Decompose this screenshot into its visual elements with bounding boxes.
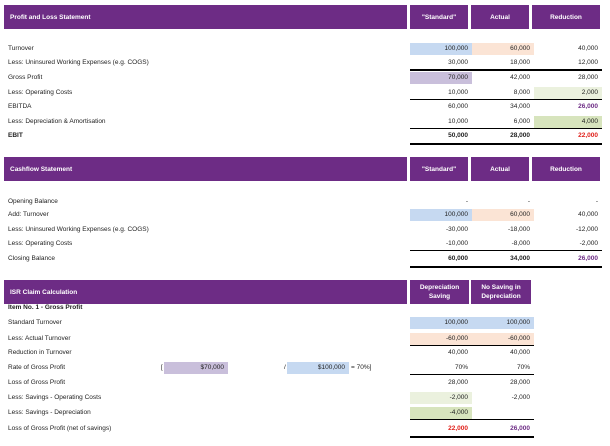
isr-title: ISR Claim Calculation: [10, 288, 78, 296]
pl-col-actual: Actual: [471, 5, 529, 29]
pl-title: Profit and Loss Statement: [10, 13, 91, 21]
isr-col-no-saving: No Saving in Depreciation: [471, 280, 531, 304]
isr-cell: -2,000: [511, 394, 530, 401]
isr-row-label: Standard Turnover: [8, 319, 62, 326]
pl-col-standard: "Standard": [410, 5, 468, 29]
pl-row-label: EBITDA: [8, 103, 32, 110]
subtotal-rule: [410, 419, 534, 420]
cf-cell: 60,000: [448, 255, 468, 262]
isr-row-label: Loss of Gross Profit (net of savings): [8, 425, 112, 432]
cf-row-label: Less: Uninsured Working Expenses (e.g. COGS): [8, 226, 149, 233]
isr-cell: -60,000: [472, 333, 534, 345]
cf-col-actual: Actual: [471, 157, 529, 181]
pl-cell: 40,000: [578, 45, 598, 52]
pl-cell: 12,000: [578, 59, 598, 66]
cf-cell: -12,000: [575, 226, 598, 233]
isr-row-label: Less: Savings - Depreciation: [8, 409, 91, 416]
cf-row-label: Closing Balance: [8, 255, 55, 262]
total-rule: [410, 266, 602, 268]
pl-cell: 60,000: [472, 43, 534, 55]
formula-result: = 70%]: [351, 364, 372, 371]
cf-cell: -10,000: [445, 240, 468, 247]
subtotal-rule: [410, 374, 534, 375]
pl-row-label: Less: Uninsured Working Expenses (e.g. COGS): [8, 59, 149, 66]
isr-cell: 70%: [454, 364, 468, 371]
cf-cell: -: [527, 198, 530, 205]
cf-row-label: Opening Balance: [8, 198, 58, 205]
cf-col-reduction: Reduction: [532, 157, 600, 181]
pl-cell: 6,000: [513, 118, 530, 125]
pl-cell: 42,000: [510, 74, 530, 81]
subtotal-rule: [410, 250, 602, 251]
pl-cell: 50,000: [448, 132, 468, 139]
total-rule: [410, 436, 534, 438]
pl-cell: 70,000: [410, 72, 472, 84]
formula-denominator: $100,000: [287, 362, 349, 374]
pl-cell: 18,000: [510, 59, 530, 66]
cf-title: Cashflow Statement: [10, 165, 73, 173]
formula-slash: /: [284, 364, 286, 371]
cf-cell: -2,000: [579, 240, 598, 247]
pl-cell: 2,000: [534, 87, 602, 99]
cf-cell: 60,000: [472, 209, 534, 221]
subtotal-rule: [410, 128, 602, 129]
cf-cell: 40,000: [578, 211, 598, 218]
cf-cell: 100,000: [410, 209, 472, 221]
isr-col-depreciation-saving: Depreciation Saving: [410, 280, 469, 304]
pl-cell: 10,000: [448, 118, 468, 125]
isr-row-label: Loss of Gross Profit: [8, 379, 66, 386]
pl-row-label: Less: Operating Costs: [8, 89, 73, 96]
isr-cell: 40,000: [448, 349, 468, 356]
isr-cell: -4,000: [410, 407, 472, 419]
isr-section-header: [4, 280, 407, 304]
cf-cell: -: [595, 198, 598, 205]
isr-cell: -2,000: [410, 392, 472, 404]
isr-cell: 100,000: [410, 317, 472, 329]
pl-row-label: EBIT: [8, 132, 23, 139]
isr-cell: -60,000: [410, 333, 472, 345]
pl-cell: 30,000: [448, 59, 468, 66]
subtotal-rule: [410, 345, 534, 346]
pl-section-header: [4, 5, 407, 29]
isr-cell: 26,000: [510, 425, 530, 432]
total-rule: [410, 69, 602, 71]
isr-cell: 70%: [516, 364, 530, 371]
pl-cell: 22,000: [578, 132, 598, 139]
isr-cell: 28,000: [448, 379, 468, 386]
cf-cell: -30,000: [445, 226, 468, 233]
total-rule: [410, 143, 602, 145]
isr-cell: 100,000: [472, 317, 534, 329]
isr-item-label: Item No. 1 - Gross Profit: [8, 304, 83, 311]
pl-row-label: Gross Profit: [8, 74, 43, 81]
isr-cell: 40,000: [510, 349, 530, 356]
cf-cell: -: [465, 198, 468, 205]
pl-cell: 28,000: [510, 132, 530, 139]
isr-row-label: Less: Actual Turnover: [8, 335, 71, 342]
cf-col-standard: "Standard": [410, 157, 468, 181]
subtotal-rule: [410, 99, 602, 100]
isr-row-label: Rate of Gross Profit: [8, 364, 66, 371]
isr-cell: [472, 407, 534, 419]
pl-cell: 10,000: [448, 89, 468, 96]
isr-cell: 28,000: [510, 379, 530, 386]
pl-col-reduction: Reduction: [532, 5, 600, 29]
cf-row-label: Less: Operating Costs: [8, 240, 73, 247]
cf-cell: -18,000: [507, 226, 530, 233]
pl-cell: 8,000: [513, 89, 530, 96]
pl-cell: 28,000: [578, 74, 598, 81]
formula-numerator: $70,000: [164, 362, 228, 374]
isr-row-label: Reduction in Turnover: [8, 349, 72, 356]
cf-cell: 34,000: [510, 255, 530, 262]
isr-row-label: Less: Savings - Operating Costs: [8, 394, 102, 401]
pl-row-label: Less: Depreciation & Amortisation: [8, 118, 106, 125]
cf-section-header: [4, 157, 407, 181]
pl-row-label: Turnover: [8, 45, 34, 52]
pl-cell: 100,000: [410, 43, 472, 55]
cf-cell: -8,000: [511, 240, 530, 247]
isr-cell: 22,000: [448, 425, 468, 432]
pl-cell: 26,000: [578, 103, 598, 110]
formula-open-bracket: [: [161, 364, 163, 371]
cf-row-label: Add: Turnover: [8, 211, 49, 218]
cf-cell: 26,000: [578, 255, 598, 262]
pl-cell: 34,000: [510, 103, 530, 110]
pl-cell: 4,000: [534, 116, 602, 128]
pl-cell: 60,000: [448, 103, 468, 110]
